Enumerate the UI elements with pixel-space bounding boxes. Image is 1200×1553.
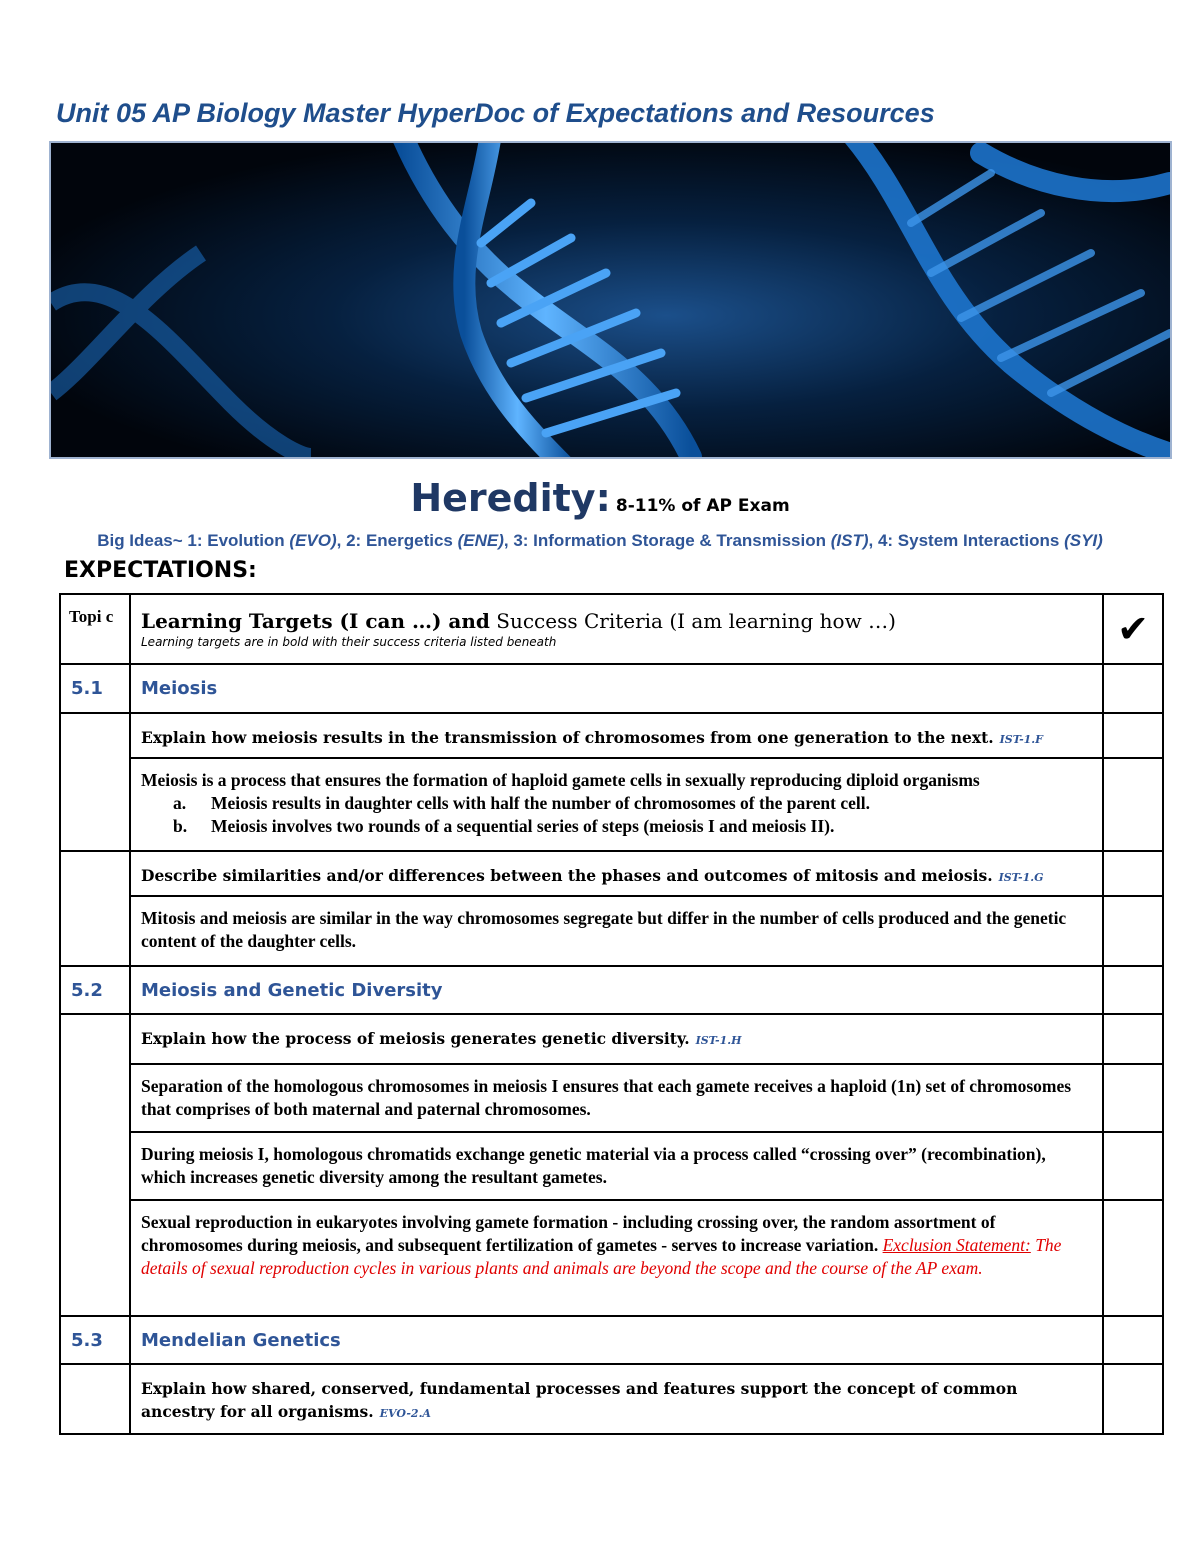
big-idea-syi: (SYI) [1064, 531, 1103, 550]
big-ideas-p4: , 4: System Interactions [868, 531, 1065, 550]
success-criteria [130, 1200, 1103, 1316]
big-ideas-p3: , 3: Information Storage & Transmission [503, 531, 831, 550]
table-row [60, 758, 1163, 851]
list-item [141, 815, 1092, 838]
lt-header-bold: Learning Targets (I can …) and [141, 609, 490, 633]
standard-code: IST-1.F [999, 733, 1043, 746]
success-criteria: Mitosis and meiosis are similar in the way chromosomes segregate but differ in the number of cells produced and the genetic content of the daughter cells. [130, 896, 1103, 966]
learning-target [130, 1014, 1103, 1064]
empty-topic-cell [60, 1014, 130, 1316]
learning-target-text: Explain how shared, conserved, fundamental processes and features support the concept of common ancestry for all organisms. [141, 1379, 1018, 1421]
checkbox-cell[interactable] [1103, 1200, 1163, 1316]
exclusion-label: Exclusion Statement: [882, 1235, 1031, 1255]
topic-row [60, 664, 1163, 713]
standard-code: IST-1.H [695, 1034, 742, 1047]
empty-topic-cell [60, 713, 130, 851]
learning-target [130, 713, 1103, 758]
topic-header: Topi c [60, 594, 130, 664]
checkbox-cell[interactable] [1103, 1364, 1163, 1434]
checkbox-cell[interactable] [1103, 851, 1163, 896]
checkbox-cell[interactable] [1103, 1014, 1163, 1064]
big-ideas-line [0, 531, 1200, 551]
big-ideas-p2: , 2: Energetics [336, 531, 458, 550]
table-row [60, 1132, 1163, 1200]
table-row [60, 896, 1163, 966]
table-row [60, 713, 1163, 758]
table-row [60, 1364, 1163, 1434]
topic-number: 5.1 [60, 664, 130, 713]
checkbox-cell[interactable] [1103, 1316, 1163, 1364]
expectations-table [59, 593, 1164, 1435]
success-criteria: Separation of the homologous chromosomes in meiosis I ensures that each gamete receives a haploid (1n) set of chromosomes that comprises of both maternal and paternal chromosomes. [130, 1064, 1103, 1132]
exclusion-text: The details of sexual reproduction cycles in various plants and animals are beyond the scope and the course of the AP exam. [141, 1235, 1062, 1278]
success-criteria-text: Sexual reproduction in eukaryotes involving gamete formation - including crossing over, the random assortment of chromosomes during meiosis, and subsequent fertilization of gametes - serves to increase variation. [141, 1212, 996, 1255]
big-idea-evo: (EVO) [289, 531, 337, 550]
dna-helix-icon [51, 143, 1170, 457]
learning-target [130, 1364, 1103, 1434]
checkbox-cell[interactable] [1103, 1064, 1163, 1132]
list-text: Meiosis involves two rounds of a sequential series of steps (meiosis I and meiosis II). [211, 816, 835, 836]
learning-target-text: Explain how meiosis results in the transmission of chromosomes from one generation to the next. [141, 728, 994, 747]
topic-row [60, 966, 1163, 1014]
big-idea-ist: (IST) [830, 531, 869, 550]
big-idea-ene: (ENE) [457, 531, 504, 550]
topic-number: 5.3 [60, 1316, 130, 1364]
table-header-row [60, 594, 1163, 664]
checkbox-cell[interactable] [1103, 664, 1163, 713]
topic-row [60, 1316, 1163, 1364]
topic-title: Meiosis [130, 664, 1103, 713]
table-row [60, 1014, 1163, 1064]
standard-code: IST-1.G [998, 871, 1044, 884]
list-item [141, 792, 1092, 815]
lt-header-normal: Success Criteria (I am learning how …) [489, 609, 896, 633]
checkbox-cell[interactable] [1103, 713, 1163, 758]
success-criteria: During meiosis I, homologous chromatids exchange genetic material via a process called “crossing over” (recombination), which increases genetic diversity among the resultant gametes. [130, 1132, 1103, 1200]
checkbox-cell[interactable] [1103, 896, 1163, 966]
success-criteria-text: Meiosis is a process that ensures the formation of haploid gamete cells in sexually reproducing diploid organisms [141, 770, 980, 790]
learning-targets-header [130, 594, 1103, 664]
list-label: a. [173, 793, 187, 813]
standard-code: EVO-2.A [379, 1407, 431, 1420]
checkbox-cell[interactable] [1103, 966, 1163, 1014]
exam-weight: 8-11% of AP Exam [615, 496, 790, 516]
learning-target-text: Explain how the process of meiosis generates genetic diversity. [141, 1029, 690, 1048]
table-row [60, 1200, 1163, 1316]
lt-header-note: Learning targets are in bold with their success criteria listed beneath [141, 635, 557, 649]
unit-heading [0, 476, 1200, 520]
learning-target [130, 851, 1103, 896]
list-label: b. [173, 816, 188, 836]
checkbox-cell[interactable] [1103, 1132, 1163, 1200]
checkmark-icon: ✔ [1103, 594, 1163, 664]
success-criteria [130, 758, 1103, 851]
list-text: Meiosis results in daughter cells with half the number of chromosomes of the parent cell. [211, 793, 870, 813]
topic-number: 5.2 [60, 966, 130, 1014]
empty-topic-cell [60, 851, 130, 966]
empty-topic-cell [60, 1364, 130, 1434]
table-row [60, 1064, 1163, 1132]
topic-title: Mendelian Genetics [130, 1316, 1103, 1364]
document-title: Unit 05 AP Biology Master HyperDoc of Expectations and Resources [56, 98, 935, 128]
unit-name: Heredity: [410, 476, 611, 520]
checkbox-cell[interactable] [1103, 758, 1163, 851]
big-ideas-prefix: Big Ideas~ 1: Evolution [97, 531, 290, 550]
expectations-heading: EXPECTATIONS: [64, 558, 257, 583]
dna-banner-image [49, 141, 1172, 459]
learning-target-text: Describe similarities and/or differences between the phases and outcomes of mitosis and meiosis. [141, 866, 993, 885]
table-row [60, 851, 1163, 896]
topic-title: Meiosis and Genetic Diversity [130, 966, 1103, 1014]
